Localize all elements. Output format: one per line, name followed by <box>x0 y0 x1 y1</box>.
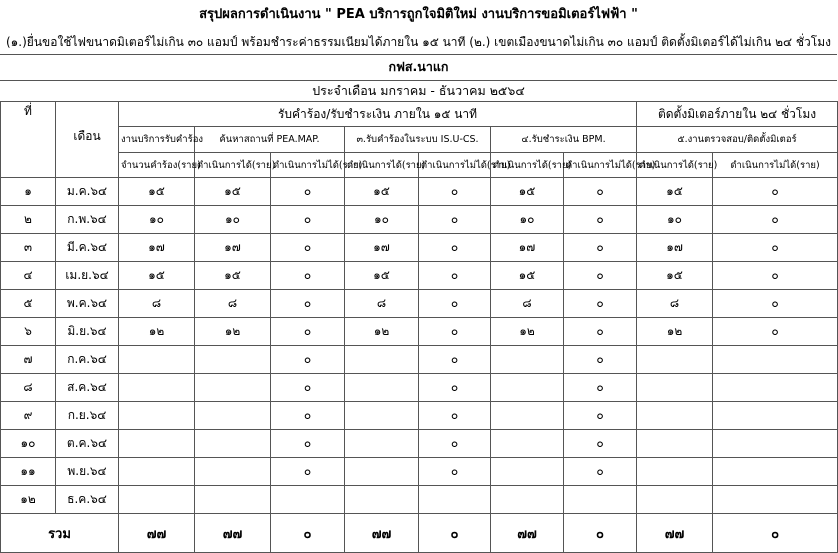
header-col-notdone: ดำเนินการไม่ได้(ราย) <box>271 153 345 178</box>
data-cell[interactable] <box>713 430 838 458</box>
data-cell[interactable]: ๑๕ <box>195 178 271 206</box>
row-month[interactable]: ต.ค.๖๔ <box>56 430 119 458</box>
row-month[interactable]: มี.ค.๖๔ <box>56 234 119 262</box>
data-cell[interactable] <box>345 402 419 430</box>
data-cell[interactable]: ๐ <box>564 430 637 458</box>
data-cell[interactable]: ๑๕ <box>345 262 419 290</box>
row-month[interactable]: ก.ค.๖๔ <box>56 346 119 374</box>
header-col-notdone: ดำเนินการไม่ได้(ราย) <box>713 153 838 178</box>
header-col-notdone: ดำเนินการไม่ได้(ราย) <box>419 153 491 178</box>
data-cell[interactable]: ๐ <box>419 430 491 458</box>
table-row[interactable] <box>1 178 838 206</box>
data-cell[interactable]: ๐ <box>713 206 838 234</box>
data-cell[interactable]: ๑๗ <box>119 234 195 262</box>
header-col-done: ดำเนินการได้(ราย) <box>491 153 564 178</box>
data-cell[interactable] <box>637 374 713 402</box>
data-cell[interactable]: ๘ <box>345 290 419 318</box>
header-sub-isu: ๓.รับคำร้องในระบบ IS.U-CS. <box>345 127 491 153</box>
total-cell: ๐ <box>271 514 345 553</box>
data-cell[interactable] <box>491 458 564 486</box>
data-cell[interactable]: ๐ <box>419 290 491 318</box>
data-cell[interactable]: ๐ <box>564 290 637 318</box>
data-cell[interactable] <box>195 430 271 458</box>
data-cell[interactable]: ๐ <box>419 262 491 290</box>
header-group-24h: ติดตั้งมิเตอร์ภายใน ๒๔ ชั่วโมง <box>637 102 838 127</box>
row-month[interactable]: เม.ย.๖๔ <box>56 262 119 290</box>
data-cell[interactable]: ๐ <box>271 206 345 234</box>
table-row[interactable] <box>1 486 838 514</box>
data-cell[interactable] <box>713 486 838 514</box>
table-row[interactable] <box>1 402 838 430</box>
data-cell[interactable]: ๑๕ <box>195 262 271 290</box>
total-cell: ๐ <box>713 514 838 553</box>
data-cell[interactable]: ๑๕ <box>119 178 195 206</box>
data-cell[interactable]: ๐ <box>419 402 491 430</box>
data-cell[interactable] <box>419 486 491 514</box>
row-number[interactable]: ๔ <box>1 262 56 290</box>
header-col-notdone: ดำเนินการไม่ได้(ราย) <box>564 153 637 178</box>
data-cell[interactable] <box>491 374 564 402</box>
data-cell[interactable]: ๐ <box>713 178 838 206</box>
row-number[interactable]: ๑๒ <box>1 486 56 514</box>
data-cell[interactable]: ๑๒ <box>119 318 195 346</box>
data-cell[interactable]: ๑๒ <box>345 318 419 346</box>
data-cell[interactable] <box>491 402 564 430</box>
data-cell[interactable]: ๐ <box>419 234 491 262</box>
data-cell[interactable] <box>195 402 271 430</box>
table-row[interactable] <box>1 206 838 234</box>
data-cell[interactable]: ๑๕ <box>637 178 713 206</box>
data-cell[interactable]: ๑๗ <box>637 234 713 262</box>
data-cell[interactable] <box>713 402 838 430</box>
report-period: ประจำเดือน มกราคม - ธันวาคม ๒๕๖๔ <box>312 83 525 98</box>
data-cell[interactable]: ๑๗ <box>195 234 271 262</box>
data-cell[interactable] <box>271 486 345 514</box>
total-cell: ๗๗ <box>637 514 713 553</box>
data-cell[interactable] <box>119 374 195 402</box>
header-sub-request: งานบริการรับคำร้อง <box>119 127 195 153</box>
row-number[interactable]: ๖ <box>1 318 56 346</box>
table-row[interactable] <box>1 262 838 290</box>
data-cell[interactable]: ๑๕ <box>491 178 564 206</box>
data-cell[interactable]: ๑๒ <box>491 318 564 346</box>
data-cell[interactable]: ๐ <box>271 402 345 430</box>
data-cell[interactable] <box>195 374 271 402</box>
total-label: รวม <box>1 514 119 553</box>
data-cell[interactable] <box>637 402 713 430</box>
data-cell[interactable]: ๐ <box>271 178 345 206</box>
data-cell[interactable] <box>345 346 419 374</box>
header-col-requests: จำนวนคำร้อง(ราย) <box>119 153 195 178</box>
data-cell[interactable]: ๐ <box>713 262 838 290</box>
table-row[interactable] <box>1 374 838 402</box>
data-cell[interactable]: ๐ <box>271 290 345 318</box>
data-cell[interactable] <box>119 458 195 486</box>
total-cell: ๐ <box>419 514 491 553</box>
table-row[interactable] <box>1 430 838 458</box>
data-cell[interactable] <box>119 486 195 514</box>
results-table <box>0 101 838 553</box>
total-cell: ๗๗ <box>345 514 419 553</box>
data-cell[interactable] <box>491 486 564 514</box>
row-month[interactable]: มิ.ย.๖๔ <box>56 318 119 346</box>
total-row <box>1 514 838 553</box>
data-cell[interactable] <box>637 430 713 458</box>
row-number[interactable]: ๗ <box>1 346 56 374</box>
row-number[interactable]: ๘ <box>1 374 56 402</box>
data-cell[interactable]: ๐ <box>564 346 637 374</box>
data-cell[interactable]: ๐ <box>419 318 491 346</box>
data-cell[interactable]: ๑๐ <box>345 206 419 234</box>
header-col-done: ดำเนินการได้(ราย) <box>345 153 419 178</box>
header-col-done: ดำเนินการได้(ราย) <box>637 153 713 178</box>
table-row[interactable] <box>1 290 838 318</box>
data-cell[interactable]: ๐ <box>713 318 838 346</box>
data-cell[interactable]: ๐ <box>713 234 838 262</box>
data-cell[interactable] <box>345 430 419 458</box>
header-month-top <box>56 102 119 127</box>
data-cell[interactable] <box>637 458 713 486</box>
data-cell[interactable]: ๑๒ <box>637 318 713 346</box>
data-cell[interactable]: ๐ <box>419 206 491 234</box>
header-row-sections <box>1 127 838 153</box>
data-cell[interactable] <box>564 486 637 514</box>
data-cell[interactable]: ๑๕ <box>345 178 419 206</box>
data-cell[interactable]: ๑๕ <box>637 262 713 290</box>
header-group-15min: รับคำร้อง/รับชำระเงิน ภายใน ๑๕ นาที <box>119 102 637 127</box>
data-cell[interactable]: ๑๒ <box>195 318 271 346</box>
data-cell[interactable]: ๐ <box>419 178 491 206</box>
data-cell[interactable] <box>119 346 195 374</box>
row-number[interactable]: ๑๑ <box>1 458 56 486</box>
data-cell[interactable]: ๑๗ <box>345 234 419 262</box>
data-cell[interactable]: ๑๕ <box>491 262 564 290</box>
data-cell[interactable]: ๘ <box>637 290 713 318</box>
total-cell: ๗๗ <box>119 514 195 553</box>
data-cell[interactable] <box>345 374 419 402</box>
table-row[interactable] <box>1 318 838 346</box>
data-cell[interactable]: ๐ <box>419 458 491 486</box>
row-month[interactable]: ก.ย.๖๔ <box>56 402 119 430</box>
data-cell[interactable]: ๐ <box>564 374 637 402</box>
data-cell[interactable]: ๑๐ <box>637 206 713 234</box>
data-cell[interactable] <box>713 458 838 486</box>
row-number[interactable]: ๑๐ <box>1 430 56 458</box>
data-cell[interactable]: ๐ <box>271 318 345 346</box>
data-cell[interactable]: ๐ <box>271 234 345 262</box>
row-month[interactable]: ก.พ.๖๔ <box>56 206 119 234</box>
data-cell[interactable]: ๐ <box>419 346 491 374</box>
data-cell[interactable] <box>713 374 838 402</box>
row-month[interactable]: ม.ค.๖๔ <box>56 178 119 206</box>
row-month[interactable]: ส.ค.๖๔ <box>56 374 119 402</box>
data-cell[interactable] <box>713 346 838 374</box>
table-row[interactable] <box>1 458 838 486</box>
data-cell[interactable] <box>195 486 271 514</box>
row-number[interactable]: ๑ <box>1 178 56 206</box>
data-cell[interactable]: ๘ <box>119 290 195 318</box>
data-cell[interactable]: ๑๐ <box>195 206 271 234</box>
total-cell: ๗๗ <box>195 514 271 553</box>
data-cell[interactable]: ๐ <box>271 430 345 458</box>
data-cell[interactable]: ๐ <box>564 318 637 346</box>
header-sub-install: ๕.งานตรวจสอบ/ติดตั้งมิเตอร์ <box>637 127 838 153</box>
total-cell: ๗๗ <box>491 514 564 553</box>
row-month[interactable]: ธ.ค.๖๔ <box>56 486 119 514</box>
data-cell[interactable]: ๐ <box>419 374 491 402</box>
header-row-groups <box>1 102 838 127</box>
data-cell[interactable]: ๐ <box>564 262 637 290</box>
data-cell[interactable] <box>491 430 564 458</box>
data-cell[interactable]: ๘ <box>195 290 271 318</box>
row-month[interactable]: พ.ค.๖๔ <box>56 290 119 318</box>
data-cell[interactable] <box>119 430 195 458</box>
data-cell[interactable] <box>637 486 713 514</box>
data-cell[interactable]: ๑๗ <box>491 234 564 262</box>
header-row-columns <box>1 153 838 178</box>
header-month: เดือน <box>56 127 119 178</box>
data-cell[interactable]: ๐ <box>271 374 345 402</box>
data-cell[interactable] <box>345 458 419 486</box>
total-cell: ๐ <box>564 514 637 553</box>
data-cell[interactable]: ๐ <box>271 458 345 486</box>
data-cell[interactable] <box>345 486 419 514</box>
report-description: (๑.)ยื่นขอใช้ไฟขนาดมิเตอร์ไม่เกิน ๓๐ แอมป์ พร้อมชำระค่าธรรมเนียมได้ภายใน ๑๕ นาที (๒.) เขตเมืองขนาดไม่เกิน ๓๐ แอมป์ ติดตั้งมิเตอร์ได้ไม่เกิน ๒๔ ชั่วโมง <box>0 30 837 55</box>
data-cell[interactable]: ๑๐ <box>491 206 564 234</box>
table-row[interactable] <box>1 346 838 374</box>
data-cell[interactable]: ๐ <box>271 346 345 374</box>
data-cell[interactable] <box>195 346 271 374</box>
data-cell[interactable] <box>637 346 713 374</box>
row-number[interactable]: ๕ <box>1 290 56 318</box>
data-cell[interactable] <box>119 402 195 430</box>
table-row[interactable] <box>1 234 838 262</box>
data-cell[interactable]: ๐ <box>713 290 838 318</box>
data-cell[interactable] <box>195 458 271 486</box>
data-cell[interactable]: ๐ <box>564 206 637 234</box>
row-number[interactable]: ๓ <box>1 234 56 262</box>
header-col-done: ดำเนินการได้(ราย) <box>195 153 271 178</box>
header-sub-bpm: ๔.รับชำระเงิน BPM. <box>491 127 637 153</box>
data-cell[interactable] <box>491 346 564 374</box>
report-title: สรุปผลการดำเนินงาน " PEA บริการถูกใจมิติใหม่ งานบริการขอมิเตอร์ไฟฟ้า " <box>199 7 638 22</box>
header-no: ที่ <box>1 102 56 178</box>
row-number[interactable]: ๙ <box>1 402 56 430</box>
data-cell[interactable]: ๐ <box>564 458 637 486</box>
data-cell[interactable]: ๐ <box>564 234 637 262</box>
data-cell[interactable]: ๐ <box>564 402 637 430</box>
office-name: กฟส.นาแก <box>0 54 837 81</box>
data-cell[interactable]: ๘ <box>491 290 564 318</box>
data-cell[interactable]: ๑๐ <box>119 206 195 234</box>
data-cell[interactable]: ๑๕ <box>119 262 195 290</box>
header-sub-peamap: ค้นหาสถานที่ PEA.MAP. <box>195 127 345 153</box>
data-cell[interactable]: ๐ <box>564 178 637 206</box>
data-cell[interactable]: ๐ <box>271 262 345 290</box>
row-number[interactable]: ๒ <box>1 206 56 234</box>
row-month[interactable]: พ.ย.๖๔ <box>56 458 119 486</box>
